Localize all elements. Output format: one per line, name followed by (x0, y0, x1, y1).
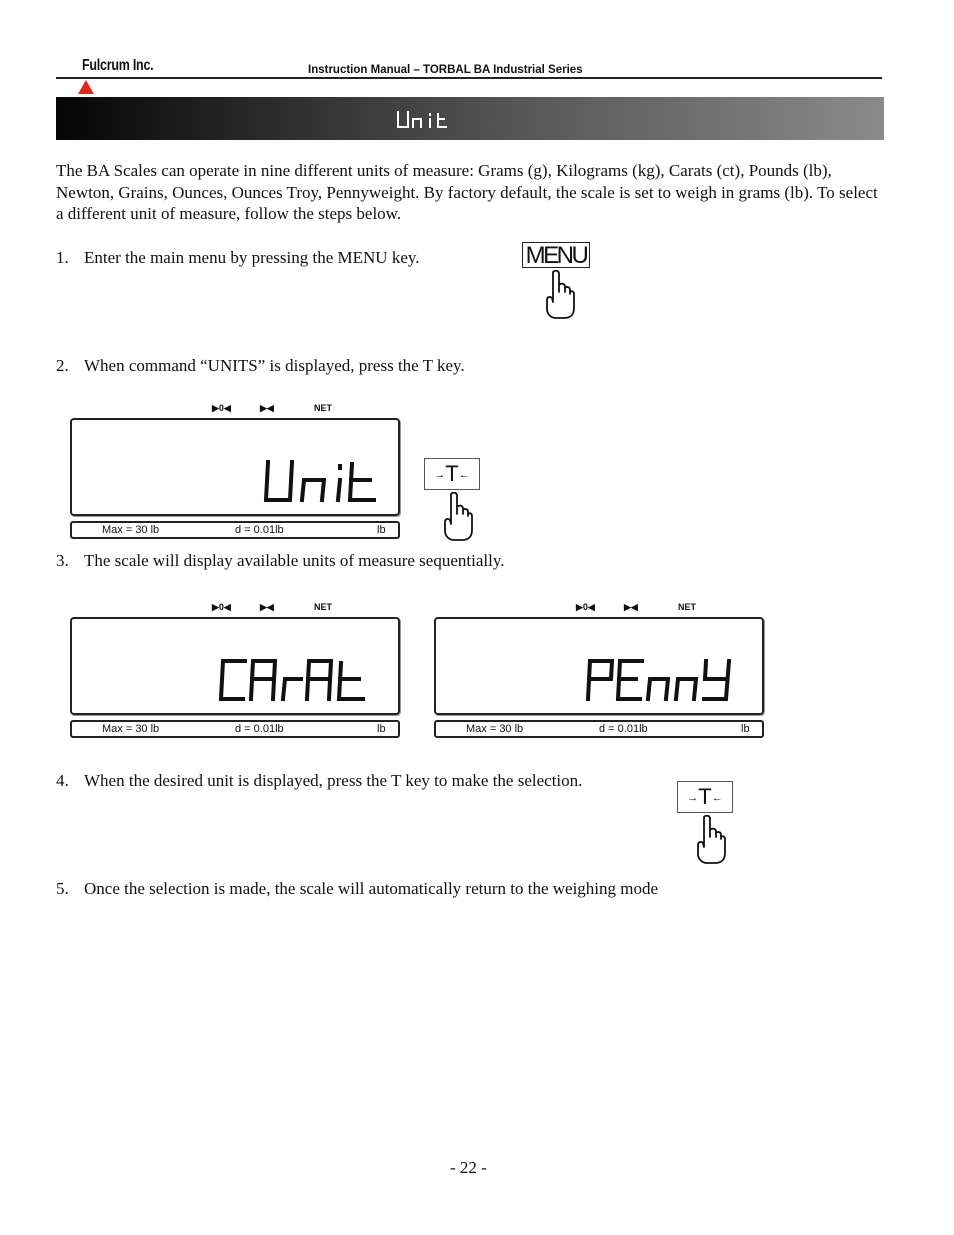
lcd-footer (70, 521, 400, 539)
stable-indicator: ▶◀ (260, 602, 274, 612)
step-5 (56, 878, 658, 899)
section-title (396, 111, 448, 129)
lcd-readout (217, 659, 367, 705)
intro-paragraph: The BA Scales can operate in nine different units of measure: Grams (g), Kilograms (kg), Carats (ct), Pounds (lb), Newton, Grains, Ounces, Ounces Troy, Pennyweight. By factory default, the scale is set to weigh in grams (lb). To select a different unit of measure, follow the steps below. (56, 161, 878, 223)
step-text: The scale will display available units of measure sequentially. (84, 551, 505, 570)
step-text: Enter the main menu by pressing the MENU key. (84, 248, 420, 267)
unit-label: lb (377, 524, 386, 536)
zero-indicator: ▶0◀ (576, 602, 595, 612)
step-3 (56, 550, 504, 571)
step-text: When the desired unit is displayed, press the T key to make the selection. (84, 771, 583, 790)
step-number: 5. (56, 879, 69, 898)
capacity-label: Max = 30 lb (466, 723, 524, 735)
tare-key-label: T (445, 461, 459, 486)
arrow-right-icon: → (687, 792, 699, 804)
step-2 (56, 355, 465, 376)
pointing-hand-icon (441, 492, 473, 542)
net-indicator: NET (678, 602, 696, 612)
stable-indicator: ▶◀ (260, 403, 274, 413)
tare-key-label: T (698, 784, 712, 809)
zero-indicator: ▶0◀ (212, 602, 231, 612)
stable-indicator: ▶◀ (624, 602, 638, 612)
unit-label: lb (741, 723, 750, 735)
lcd-screen (70, 617, 400, 715)
capacity-label: Max = 30 lb (102, 524, 160, 536)
section-banner (56, 97, 884, 140)
step-number: 4. (56, 771, 69, 790)
step-1 (56, 247, 420, 268)
arrow-left-icon: ← (458, 469, 470, 481)
capacity-label: Max = 30 lb (102, 723, 160, 735)
step-number: 1. (56, 248, 69, 267)
step-text: Once the selection is made, the scale will automatically return to the weighing mode (84, 879, 659, 898)
lcd-display-unit (70, 403, 402, 536)
division-label: d = 0.01lb (235, 524, 284, 536)
menu-key-button[interactable]: MENU (522, 242, 590, 268)
document-title: Instruction Manual – TORBAL BA Industrial Series (308, 64, 583, 76)
net-indicator: NET (314, 602, 332, 612)
step-text: When command “UNITS” is displayed, press the T key. (84, 356, 465, 375)
division-label: d = 0.01lb (599, 723, 648, 735)
lcd-footer (434, 720, 764, 738)
company-logo-text: Fulcrum Inc. (82, 57, 154, 74)
page-number: - 22 - (450, 1158, 487, 1177)
lcd-display-carat (70, 602, 402, 735)
header-rule (56, 77, 882, 79)
division-label: d = 0.01lb (235, 723, 284, 735)
step-number: 3. (56, 551, 69, 570)
pointing-hand-icon (694, 815, 726, 865)
step-number: 2. (56, 356, 69, 375)
step-4 (56, 770, 582, 791)
logo-triangle-icon (78, 80, 94, 94)
lcd-screen (434, 617, 764, 715)
tare-key-button[interactable] (424, 458, 480, 490)
lcd-footer (70, 720, 400, 738)
lcd-readout (584, 659, 734, 705)
arrow-left-icon: ← (711, 792, 723, 804)
lcd-screen (70, 418, 400, 516)
pointing-hand-icon (543, 270, 575, 320)
lcd-readout (262, 460, 378, 506)
zero-indicator: ▶0◀ (212, 403, 231, 413)
tare-key-button[interactable] (677, 781, 733, 813)
net-indicator: NET (314, 403, 332, 413)
arrow-right-icon: → (434, 469, 446, 481)
lcd-display-penny (434, 602, 766, 735)
unit-label: lb (377, 723, 386, 735)
